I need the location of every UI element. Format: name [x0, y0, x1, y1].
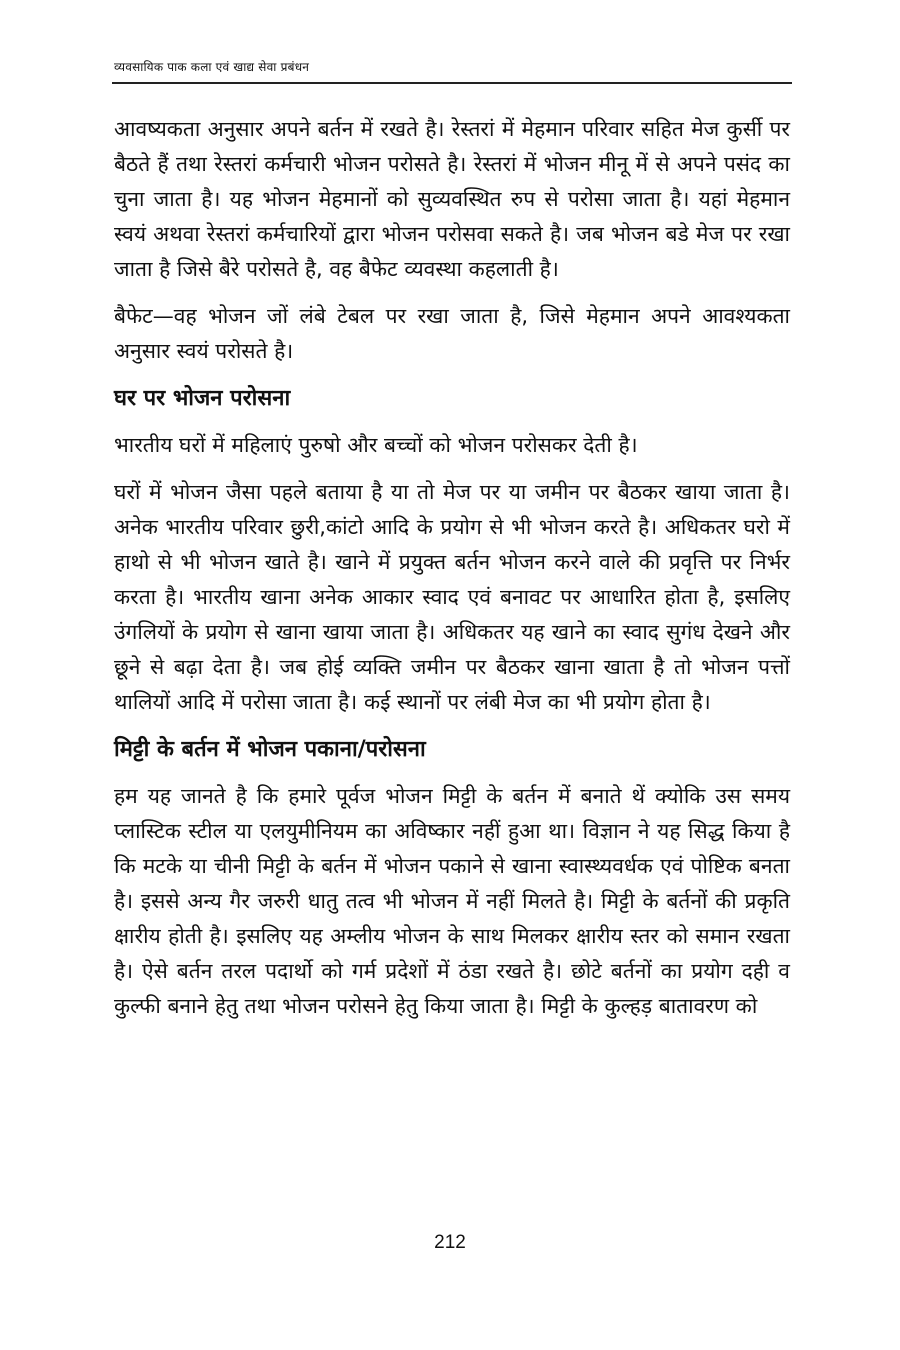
page-number: 212 — [434, 1232, 466, 1253]
paragraph-buffet-definition: बैफेट—वह भोजन जों लंबे टेबल पर रखा जाता है, जिसे मेहमान अपने आवश्यकता अनुसार स्वयं परोसते है। — [114, 304, 790, 363]
page-body — [114, 112, 790, 1036]
section-heading-home-serving: घर पर भोजन परोसना — [114, 386, 291, 411]
section-heading-clay-utensils: मिट्टी के बर्तन में भोजन पकाना/परोसना — [114, 737, 426, 762]
paragraph-home-serving-detail: घरों में भोजन जैसा पहले बताया है या तो मेज पर या जमीन पर बैठकर खाया जाता है। अनेक भारतीय परिवार छुरी,कांटो आदि के प्रयोग से भी भोजन करते है। अधिकतर घरो में हाथो से भी भोजन खाते है। खाने में प्रयुक्त बर्तन भोजन करने वाले की प्रवृत्ति पर निर्भर करता है। भारतीय खाना अनेक आकार स्वाद एवं बनावट पर आधारित होता है, इसलिए उंगलियों के प्रयोग से खाना खाया जाता है। अधिकतर यह खाने का स्वाद सुगंध देखने और छूने से बढ़ा देता है। जब होई व्यक्ति जमीन पर बैठकर खाना खाता है तो भोजन पत्तों थालियों आदि में परोसा जाता है। कई स्थानों पर लंबी मेज का भी प्रयोग होता है। — [114, 480, 790, 714]
paragraph-restaurant-serving: आवष्यकता अनुसार अपने बर्तन में रखते है। रेस्तरां में मेहमान परिवार सहित मेज कुर्सी पर बैठते हैं तथा रेस्तरां कर्मचारी भोजन परोसते है। रेस्तरां में भोजन मीनू में से अपने पसंद का चुना जाता है। यह भोजन मेहमानों को सुव्यवस्थित रुप से परोसा जाता है। यहां मेहमान स्वयं अथवा रेस्तरां कर्मचारियों द्वारा भोजन परोसवा सकते है। जब भोजन बडे मेज पर रखा जाता है जिसे बैरे परोसते है, वह बैफेट व्यवस्था कहलाती है। — [114, 117, 790, 281]
paragraph-clay-utensils: हम यह जानते है कि हमारे पूर्वज भोजन मिट्टी के बर्तन में बनाते थें क्योकि उस समय प्लास्टिक स्टील या एलयुमीनियम का अविष्कार नहीं हुआ था। विज्ञान ने यह सिद्ध किया है कि मटके या चीनी मिट्टी के बर्तन में भोजन पकाने से खाना स्वास्थ्यवर्धक एवं पोष्टिक बनता है। इससे अन्य गैर जरुरी धातु तत्व भी भोजन में नहीं मिलते है। मिट्टी के बर्तनों की प्रकृति क्षारीय होती है। इसलिए यह अम्लीय भोजन के साथ मिलकर क्षारीय स्तर को समान रखता है। ऐसे बर्तन तरल पदार्थो को गर्म प्रदेशों में ठंडा रखते है। छोटे बर्तनों का प्रयोग दही व कुल्फी बनाने हेतु तथा भोजन परोसने हेतु किया जाता है। मिट्टी के कुल्हड़ बातावरण को — [114, 784, 790, 1018]
running-header: व्यवसायिक पाक कला एवं खाद्य सेवा प्रबंधन — [114, 60, 310, 74]
paragraph-home-serving-intro: भारतीय घरों में महिलाएं पुरुषो और बच्चों को भोजन परोसकर देती है। — [114, 433, 638, 457]
header-rule — [112, 82, 792, 84]
